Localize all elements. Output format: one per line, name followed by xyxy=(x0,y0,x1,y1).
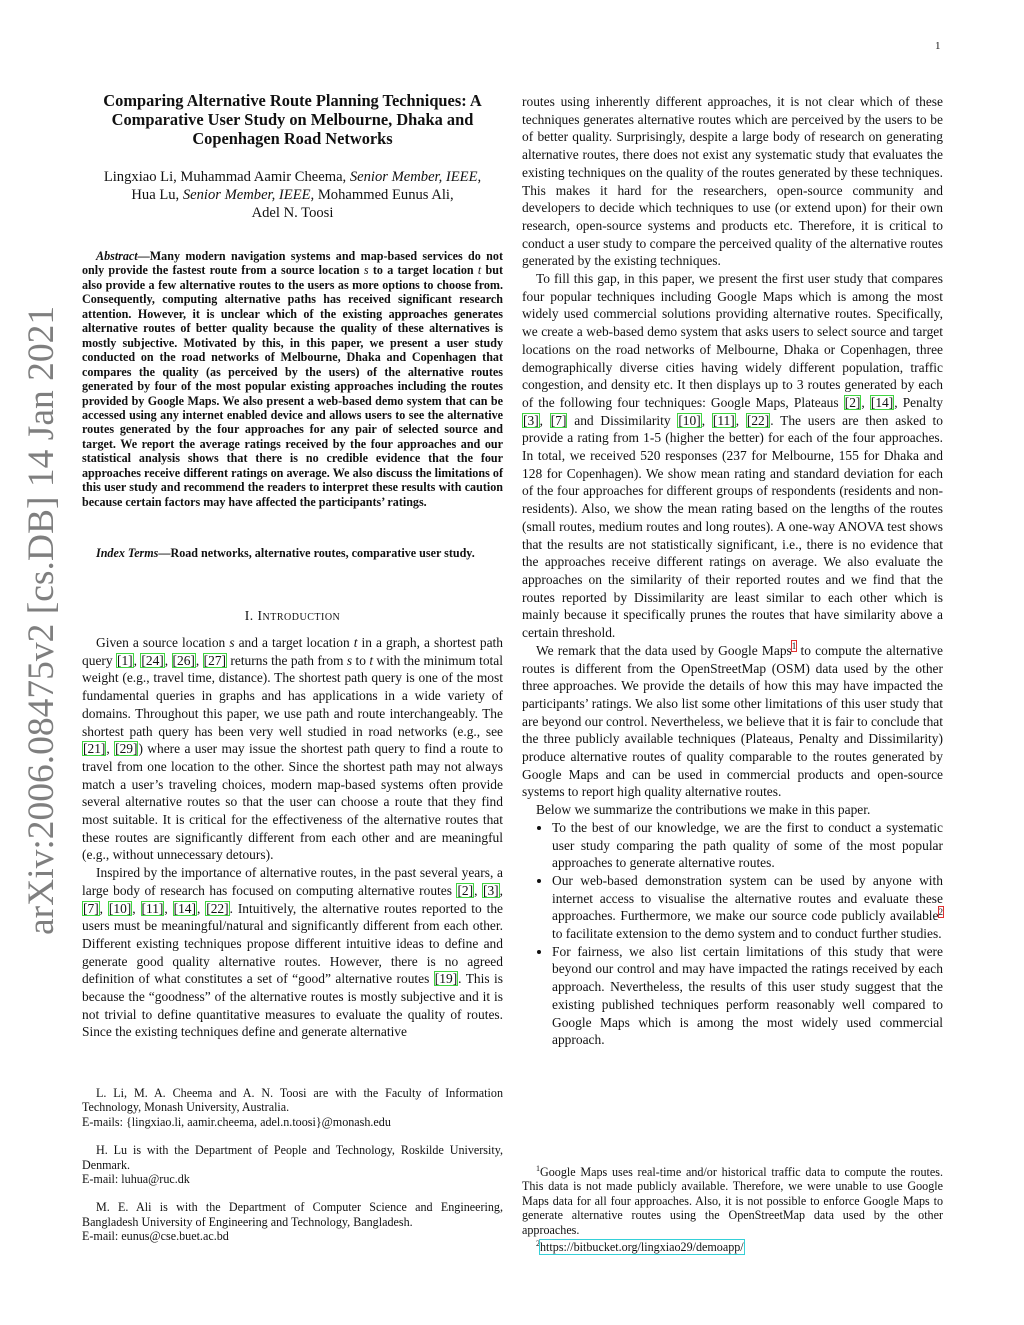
abstract-text: —Many modern navigation systems and map-based services do not only provide the fastest route from a source location s to a target location t but also provide a few alternative routes to the users as more options to choose from. Consequently, computing alternative paths has received significant research attention. However, it is unclear which of the existing approaches generates alternative routes of better quality because the quality of these alternatives is mostly subjective. Motivated by this, in this paper, we present a user study conducted on the road networks of Melbourne, Dhaka and Copenhagen that compares the quality (as perceived by the users) of the alternative routes generated by four of the most popular existing approaches including the routes provided by Google Maps. We also present a web-based demo system that can be accessed using any internet enabled device and allows users to see the alternative routes generated by the four approaches for any pair of selected source and target. We report the average ratings received by the four approaches and our statistical analysis shows that there is no credible evidence that the four approaches receive different ratings on average. We also discuss the limitations of this user study and recommend the readers to interpret these results with caution because certain factors may have affected the participants’ ratings. xyxy=(82,249,503,509)
citation-link[interactable]: [10] xyxy=(108,900,132,916)
math-variable: t xyxy=(353,635,358,650)
affiliation xyxy=(82,1143,503,1186)
paragraph: Given a source location s and a target location t in a graph, a shortest path query [1], [24], [26], [27] returns the path from s to t with the minimum total weight (e.g., travel time, distance). The shortest path query is one of the most fundamental queries in graphs and has applications in a wide variety of domains. Throughout this paper, we use path and route interchangeably. The shortest path query has been very well studied in road networks (e.g., see [21], [29]) where a user may issue the shortest path query to find a route to travel from one location to the other. Since the shortest path may not always match a user’s traveling choices, modern map-based systems often provide several alternative routes so that the user can choose a route that they find most suitable. It is critical for the effectiveness of the alternative routes that these routes are significantly different from each other and are meaningful (e.g., without unnecessary detours). xyxy=(82,635,503,863)
math-variable: s xyxy=(363,263,369,278)
index-terms xyxy=(82,546,503,560)
citation-link[interactable]: [14] xyxy=(870,394,894,410)
section-heading: I. Introduction xyxy=(244,608,341,623)
page-footnotes xyxy=(522,1162,943,1255)
page-number: 1 xyxy=(935,40,941,52)
citation-link[interactable]: [22] xyxy=(746,412,770,428)
authors-text: Lingxiao Li, Muhammad Aamir Cheema, xyxy=(103,169,350,185)
affiliation-text: H. Lu is with the Department of People and Technology, Roskilde University, Denmark. xyxy=(82,1143,503,1172)
citation-link[interactable]: [27] xyxy=(203,652,227,668)
citation-link[interactable]: [22] xyxy=(206,900,229,916)
citation-link[interactable]: [3] xyxy=(482,882,499,898)
affiliation-text: L. Li, M. A. Cheema and A. N. Toosi are with the Faculty of Information Technology, Monash University, Australia. xyxy=(82,1086,503,1115)
paragraph: Inspired by the importance of alternative routes, in the past several years, a large body of research has focused on computing alternative routes [2], [3], [7], [10], [11], [14], [22]. Intuitively, the alternative routes reported to the users must be meaningful/natural and significantly different from each other. Different existing techniques propose different intuitive ideas to define and generate good quality alternative routes. However, there is no agreed definition of what constitutes a set of “good” alternative routes [19]. This is because the “goodness” of the alternative routes is mostly subjective and it is not trivial to define quantitative measures to evaluate the quality of routes. Since the existing techniques define and generate alternative xyxy=(82,865,504,1040)
author-membership: Senior Member, IEEE, xyxy=(349,169,482,185)
citation-link[interactable]: [10] xyxy=(678,412,701,428)
affiliation-text: M. E. Ali is with the Department of Computer Science and Engineering, Bangladesh University of Engineering and Technology, Bangladesh. xyxy=(82,1200,503,1229)
affiliation-footnotes xyxy=(82,1086,503,1258)
footnote-mark: 1 xyxy=(536,1164,540,1173)
demo-url-link[interactable]: https://bitbucket.org/lingxiao29/demoapp/ xyxy=(540,1240,744,1255)
footnote-ref-link[interactable]: 1 xyxy=(791,641,797,652)
citation-link[interactable]: [24] xyxy=(141,652,164,668)
affiliation-email: E-mail: luhua@ruc.dk xyxy=(82,1172,190,1187)
citation-link[interactable]: [7] xyxy=(550,412,567,428)
citation-link[interactable]: [3] xyxy=(523,412,539,428)
author-list xyxy=(82,168,503,222)
math-variable: s xyxy=(229,635,235,650)
affiliation xyxy=(82,1200,503,1243)
math-variable: s xyxy=(346,652,353,668)
citation-link[interactable]: [21] xyxy=(83,741,106,757)
math-variable: t xyxy=(477,263,482,278)
paragraph: We remark that the data used by Google Maps$^1$ to compute the alternative routes is different from the OpenStreetMap (OSM) data used by the other three approaches. We provide the details of how this may have impacted the participants’ ratings. We also list some other limitations of this user study that are beyond our control. Nevertheless, we believe that it is fair to conclude that the three publicly available techniques (Plateaus, Penalty and Dissimilarity) produce alternative routes of quality comparable to the routes generated by Google Maps and can be used in commercial products and open-source systems to report high quality alternative routes. xyxy=(522,641,944,800)
footnote-1: Google Maps uses real-time and/or historical traffic data to compute the routes. This data is not made publicly available. Therefore, we were unable to use Google Maps data for all four approaches. Also, it is not possible to enforce Google Maps to generate alternative routes using the OpenStreetMap data used by the other approaches. xyxy=(522,1165,943,1237)
affiliation xyxy=(82,1086,503,1129)
paper-title: Comparing Alternative Route Planning Techniques: A Comparative User Study on Melbourne, Dhaka and Copenhagen Road Networks xyxy=(103,91,482,149)
contributions-list xyxy=(522,819,943,1049)
authors-text: Hua Lu, xyxy=(131,187,183,203)
contribution-item: • To the best of our knowledge, we are the first to conduct a systematic user study comparing the path quality of some of the most popular approaches to generate alternative routes. xyxy=(552,819,943,872)
paragraph: routes using inherently different approaches, it is not clear which of these techniques generates alternative routes which are perceived by the users to be of better quality. Surprisingly, despite a large body of research on generating alternative routes, there does not exist any systematic study that evaluates the existing techniques on the quality of the routes generated by these techniques. This makes it hard for the researchers, open-source community and developers to decide which techniques to use (or extend upon) for their own research, open-source systems and products etc. Therefore, it is critical to conduct a user study to compare the perceived quality of the alternative routes generated by the existing techniques. xyxy=(522,94,943,269)
paragraph: To fill this gap, in this paper, we present the first user study that compares four popular techniques including Google Maps which is among the most widely used commercial solutions providing alternative routes. Specifically, we create a web-based demo system that asks users to select source and target locations on the road networks of Melbourne, Dhaka or Copenhagen, three demographically diverse cities having widely different population, traffic congestion, and density etc. It then displays up to 3 routes generated by each of the following four techniques: Google Maps, Plateaus [2], [14], Penalty [3], [7] and Dissimilarity [10], [11], [22]. The users are then asked to provide a rating from 1-5 (higher the better) for each of the four approaches. In total, we received 520 responses (237 for Melbourne, 155 for Dhaka and 128 for Copenhagen). We show mean rating and standard deviation for each of the four approaches for different groups of respondents (residents and non-residents). Also, we show the mean rating based on the lengths of the routes (small routes, medium routes and long routes). A one-way ANOVA test shows that the results are not statistically significant, i.e., there is no evidence that the approaches receive different ratings on average. We also evaluate the approaches on the similarity of their reported routes and we find that the routes reported by Dissimilarity are least similar to each other which is mainly because it specifically prunes the routes that have similarity above a certain threshold. xyxy=(522,271,944,641)
citation-link[interactable]: [1] xyxy=(116,652,133,668)
citation-link[interactable]: [2] xyxy=(844,394,861,410)
citation-link[interactable]: [7] xyxy=(83,900,99,916)
arxiv-stamp: arXiv:2006.08475v2 [cs.DB] 14 Jan 2021 xyxy=(21,305,62,935)
authors-text: Mohammed Eunus Ali, xyxy=(314,187,454,203)
abstract xyxy=(82,249,503,509)
index-terms-label: Index Terms xyxy=(96,546,159,560)
footnote-mark: 2 xyxy=(536,1239,540,1249)
paragraph: Below we summarize the contributions we make in this paper. xyxy=(536,802,871,818)
affiliation-email: E-mail: eunus@cse.buet.ac.bd xyxy=(82,1229,229,1244)
citation-link[interactable]: [19] xyxy=(434,971,458,987)
abstract-label: Abstract xyxy=(96,249,138,263)
citation-link[interactable]: [14] xyxy=(173,900,196,916)
citation-link[interactable]: [29] xyxy=(115,741,138,757)
contribution-item: • Our web-based demonstration system can be used by anyone with internet access to visualise the alternative routes and evaluate these approaches. Furthermore, we make our source code publicly available$^2$ to facilitate extension to the demo system and to conduct further studies. xyxy=(552,872,943,943)
citation-link[interactable]: [11] xyxy=(141,900,164,916)
math-variable: t xyxy=(369,652,374,668)
footnote-ref-link[interactable]: 2 xyxy=(938,906,943,917)
citation-link[interactable]: [11] xyxy=(712,412,735,428)
citation-link[interactable]: [26] xyxy=(172,652,195,668)
intro-left-column xyxy=(82,634,503,1041)
citation-link[interactable]: [2] xyxy=(457,882,474,898)
intro-right-column xyxy=(522,93,943,1049)
authors-text: Adel N. Toosi xyxy=(251,205,334,221)
contribution-item: • For fairness, we also list certain limitations of this study that were beyond our control and may have impacted the ratings received by each approach. Nevertheless, the results of this user study suggest that the existing published techniques perform reasonably well compared to Google Maps which is among the most widely used commercial approach. xyxy=(552,943,943,1049)
index-terms-text: —Road networks, alternative routes, comparative user study. xyxy=(158,546,475,560)
affiliation-email: E-mails: {lingxiao.li, aamir.cheema, adel.n.toosi}@monash.edu xyxy=(82,1114,391,1129)
author-membership: Senior Member, IEEE, xyxy=(182,187,315,203)
